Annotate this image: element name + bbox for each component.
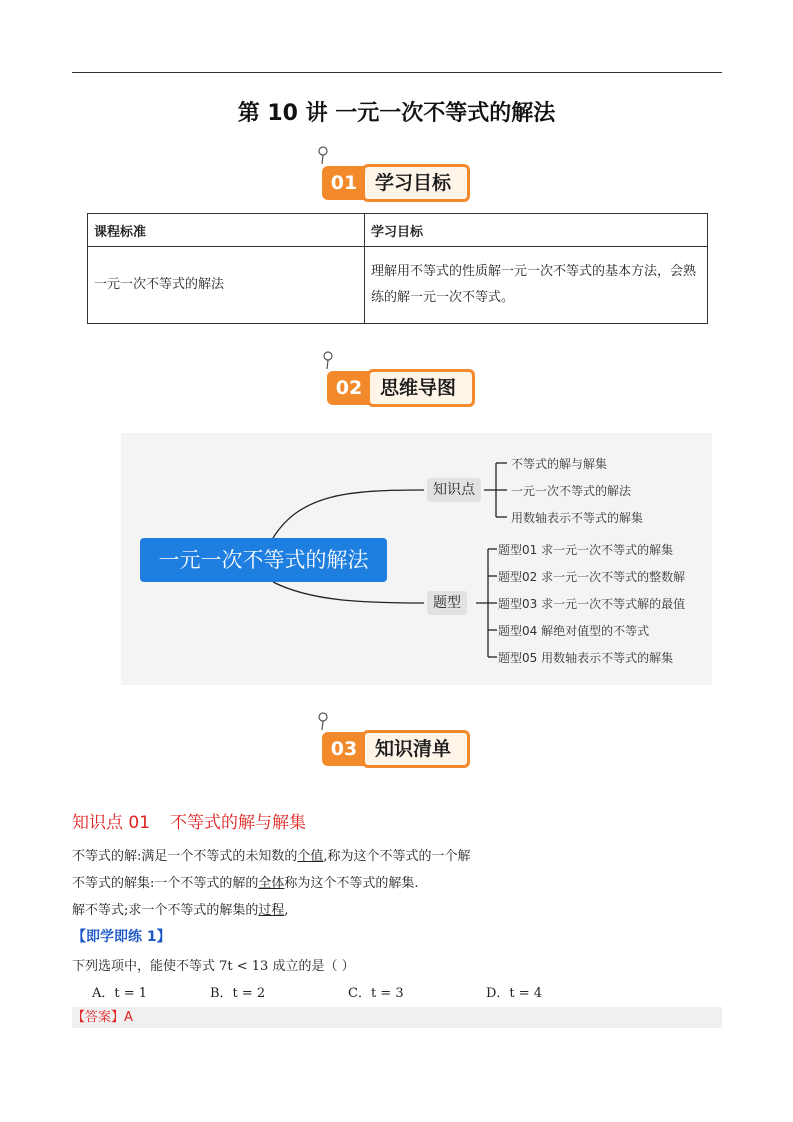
tag-icon — [317, 712, 329, 730]
mind-map-leaf: 题型02 求一元一次不等式的整数解 — [498, 570, 686, 584]
section-number: 01 — [322, 166, 366, 200]
section-label: 思维导图 — [367, 369, 475, 407]
header-rule — [72, 72, 722, 73]
definition-line — [72, 872, 419, 891]
mind-map-branch-types: 题型 — [427, 591, 467, 615]
answer-label: 【答案】 — [72, 1010, 125, 1025]
page-title: 第 10 讲 一元一次不等式的解法 — [237, 101, 556, 126]
mind-map-branch-knowledge: 知识点 — [427, 478, 481, 502]
definition-line — [72, 899, 289, 918]
goals-table — [87, 213, 708, 324]
option-d: D．t = 4 — [486, 986, 543, 1001]
knowledge-point-text: 不等式的解与解集 — [170, 813, 307, 833]
tag-icon — [317, 146, 329, 164]
definition-text: 不等式的解:满足一个不等式的未知数的 — [72, 849, 298, 864]
table-cell-standard: 一元一次不等式的解法 — [88, 247, 365, 324]
mind-map-leaf: 一元一次不等式的解法 — [511, 484, 632, 498]
mind-map-leaf: 题型03 求一元一次不等式解的最值 — [498, 597, 686, 611]
mind-map-leaf: 题型04 解绝对值型的不等式 — [498, 624, 650, 638]
definition-text: ,称为这个不等式的一个解 — [323, 849, 471, 864]
definition-text: 不等式的解集:一个不等式的解的 — [72, 876, 259, 891]
definition-text: 称为这个不等式的解集. — [284, 876, 419, 891]
definition-underline: 个值 — [297, 849, 324, 864]
table-header-goal: 学习目标 — [365, 214, 708, 247]
knowledge-point-title — [72, 808, 306, 833]
practice-label: 【即学即练 1】 — [72, 929, 171, 945]
definition-text: 解不等式;求一个不等式的解集的 — [72, 903, 259, 918]
definition-text: , — [284, 903, 289, 918]
definition-underline: 过程 — [258, 903, 285, 918]
answer-value: A — [124, 1010, 133, 1025]
mind-map-leaf: 题型01 求一元一次不等式的解集 — [498, 543, 674, 557]
mind-map-leaf: 用数轴表示不等式的解集 — [511, 511, 644, 525]
section-number: 03 — [322, 732, 366, 766]
definition-line — [72, 845, 471, 864]
mind-map-root: 一元一次不等式的解法 — [140, 538, 387, 582]
section-number: 02 — [327, 371, 371, 405]
table-cell-goal: 理解用不等式的性质解一元一次不等式的基本方法，会熟练的解一元一次不等式。 — [365, 247, 708, 324]
option-b: B．t = 2 — [210, 986, 266, 1001]
knowledge-point-number: 知识点 01 — [72, 813, 151, 833]
section-label: 学习目标 — [362, 164, 470, 202]
option-a: A．t = 1 — [92, 986, 148, 1001]
tag-icon — [322, 351, 334, 369]
mind-map-leaf: 题型05 用数轴表示不等式的解集 — [498, 651, 674, 665]
mind-map-leaf: 不等式的解与解集 — [511, 457, 608, 471]
option-c: C．t = 3 — [348, 986, 404, 1001]
answer-bar — [72, 1007, 722, 1028]
definition-underline: 全体 — [258, 876, 285, 891]
table-header-standard: 课程标准 — [88, 214, 365, 247]
mind-map — [121, 433, 712, 685]
question-text: 下列选项中，能使不等式 7t < 13 成立的是（ ） — [72, 959, 355, 974]
section-label: 知识清单 — [362, 730, 470, 768]
